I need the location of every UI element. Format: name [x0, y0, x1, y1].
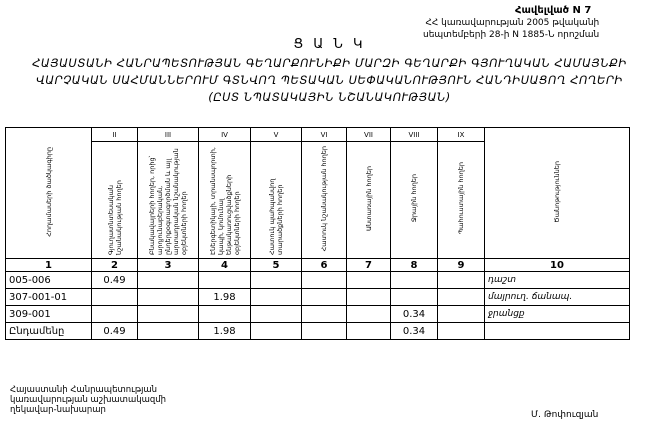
- col-header-10: Ծանոթություններ: [485, 128, 630, 259]
- col-number: 2: [92, 259, 138, 272]
- cell: [302, 289, 347, 306]
- col-number: 1: [6, 259, 92, 272]
- col-number: 5: [251, 259, 302, 272]
- cell: 0.49: [92, 272, 138, 289]
- cell: [199, 306, 251, 323]
- total-cell: [251, 323, 302, 340]
- annex-reference-line2: սեպտեմբերի 28-ի N 1885-Ն որոշման: [423, 30, 600, 40]
- annex-label: Հավելված N 7: [515, 5, 592, 16]
- roman-5: V: [251, 128, 302, 142]
- column-number-row: [6, 259, 630, 272]
- table-row: [6, 306, 630, 323]
- roman-2: II: [92, 128, 138, 142]
- col-header-9: Պահուստային հողեր: [438, 142, 485, 259]
- row-note: ջրանցք: [485, 306, 630, 323]
- document-title: Ց Ա Ն Կ: [293, 37, 366, 52]
- annex-reference-line1: ՀՀ կառավարության 2005 թվականի: [425, 18, 600, 28]
- col-number: 6: [302, 259, 347, 272]
- total-cell: 0.49: [92, 323, 138, 340]
- total-cell: [138, 323, 199, 340]
- row-code: 309-001: [6, 306, 92, 323]
- roman-row: [6, 128, 630, 142]
- total-cell: [302, 323, 347, 340]
- total-label: Ընդամենը: [6, 323, 92, 340]
- cell: [92, 289, 138, 306]
- row-note: դաշտ: [485, 272, 630, 289]
- cell: [438, 272, 485, 289]
- total-note: [485, 323, 630, 340]
- row-note: մայրուղ. ճանապ.: [485, 289, 630, 306]
- row-code: 005-006: [6, 272, 92, 289]
- signatory-position: Հայաստանի Հանրապետության կառավարության աշխատակազմի ղեկավար-նախարար: [10, 385, 167, 415]
- col-header-6: Հատուկ նշանակության հողեր: [302, 142, 347, 259]
- heading-line3: (ԸՍՏ ՆՊԱՏԱԿԱՅԻՆ ՆՇԱՆԱԿՈՒԹՅԱՆ): [208, 90, 451, 104]
- total-cell: 0.34: [391, 323, 438, 340]
- col-number: 8: [391, 259, 438, 272]
- total-cell: 1.98: [199, 323, 251, 340]
- cell: 0.34: [391, 306, 438, 323]
- roman-7: VII: [347, 128, 391, 142]
- cell: [138, 306, 199, 323]
- cell: [438, 289, 485, 306]
- roman-9: IX: [438, 128, 485, 142]
- cell: [391, 272, 438, 289]
- col-number: 4: [199, 259, 251, 272]
- roman-4: IV: [199, 128, 251, 142]
- col-header-3: Բնակավայրերի հողեր, որից՝ արդյունաբերական, ընդերքօգտագործման և այլ արտադրական նշանակության օբյեկտների հողեր: [138, 142, 199, 259]
- total-cell: [438, 323, 485, 340]
- cell: [347, 272, 391, 289]
- col-header-7: Անտառային հողեր: [347, 142, 391, 259]
- cell: [251, 272, 302, 289]
- cell: [347, 289, 391, 306]
- col-header-1: Հողամասերի ծածկագիրը: [6, 128, 92, 259]
- col-number: 7: [347, 259, 391, 272]
- heading-line2: ՎԱՐՉԱԿԱՆ ՍԱՀՄԱՆՆԵՐՈՒՄ ԳՏՆՎՈՂ ՊԵՏԱԿԱՆ ՍԵՓԱԿԱՆՈՒԹՅՈՒՆ ՀԱՆԴԻՍԱՑՈՂ ՀՈՂԵՐԻ: [36, 73, 623, 87]
- row-code: 307-001-01: [6, 289, 92, 306]
- total-cell: [347, 323, 391, 340]
- col-number: 3: [138, 259, 199, 272]
- cell: [391, 289, 438, 306]
- cell: [302, 306, 347, 323]
- total-row: [6, 323, 630, 340]
- roman-8: VIII: [391, 128, 438, 142]
- cell: [438, 306, 485, 323]
- col-header-5: Հատուկ պահպանվող տարածքների հողեր: [251, 142, 302, 259]
- heading-line1: ՀԱՅԱՍՏԱՆԻ ՀԱՆՐԱՊԵՏՈՒԹՅԱՆ ԳԵՂԱՐՔՈՒՆԻՔԻ ՄԱՐԶԻ ԳԵՂԱՐՔԻ ԳՅՈՒՂԱԿԱՆ ՀԱՄԱՅՆՔԻ: [32, 56, 627, 70]
- cell: [251, 289, 302, 306]
- cell: [138, 272, 199, 289]
- cell: [251, 306, 302, 323]
- signatory-name: Մ. Թոփուզյան: [531, 410, 599, 420]
- cell: [302, 272, 347, 289]
- cell: [138, 289, 199, 306]
- col-number: 9: [438, 259, 485, 272]
- roman-3: III: [138, 128, 199, 142]
- roman-6: VI: [302, 128, 347, 142]
- land-table: [5, 127, 630, 340]
- col-number: 10: [485, 259, 630, 272]
- cell: [347, 306, 391, 323]
- table-row: [6, 272, 630, 289]
- col-header-2: Գյուղատնտեսական նշանակության հողեր: [92, 142, 138, 259]
- cell: 1.98: [199, 289, 251, 306]
- cell: [92, 306, 138, 323]
- col-header-4: Էներգետիկայի, տրանսպորտի, կապի, կոմունալ ենթակառուցվածքների օբյեկտների հողեր: [199, 142, 251, 259]
- col-header-8: Ջրային հողեր: [391, 142, 438, 259]
- table-row: [6, 289, 630, 306]
- cell: [199, 272, 251, 289]
